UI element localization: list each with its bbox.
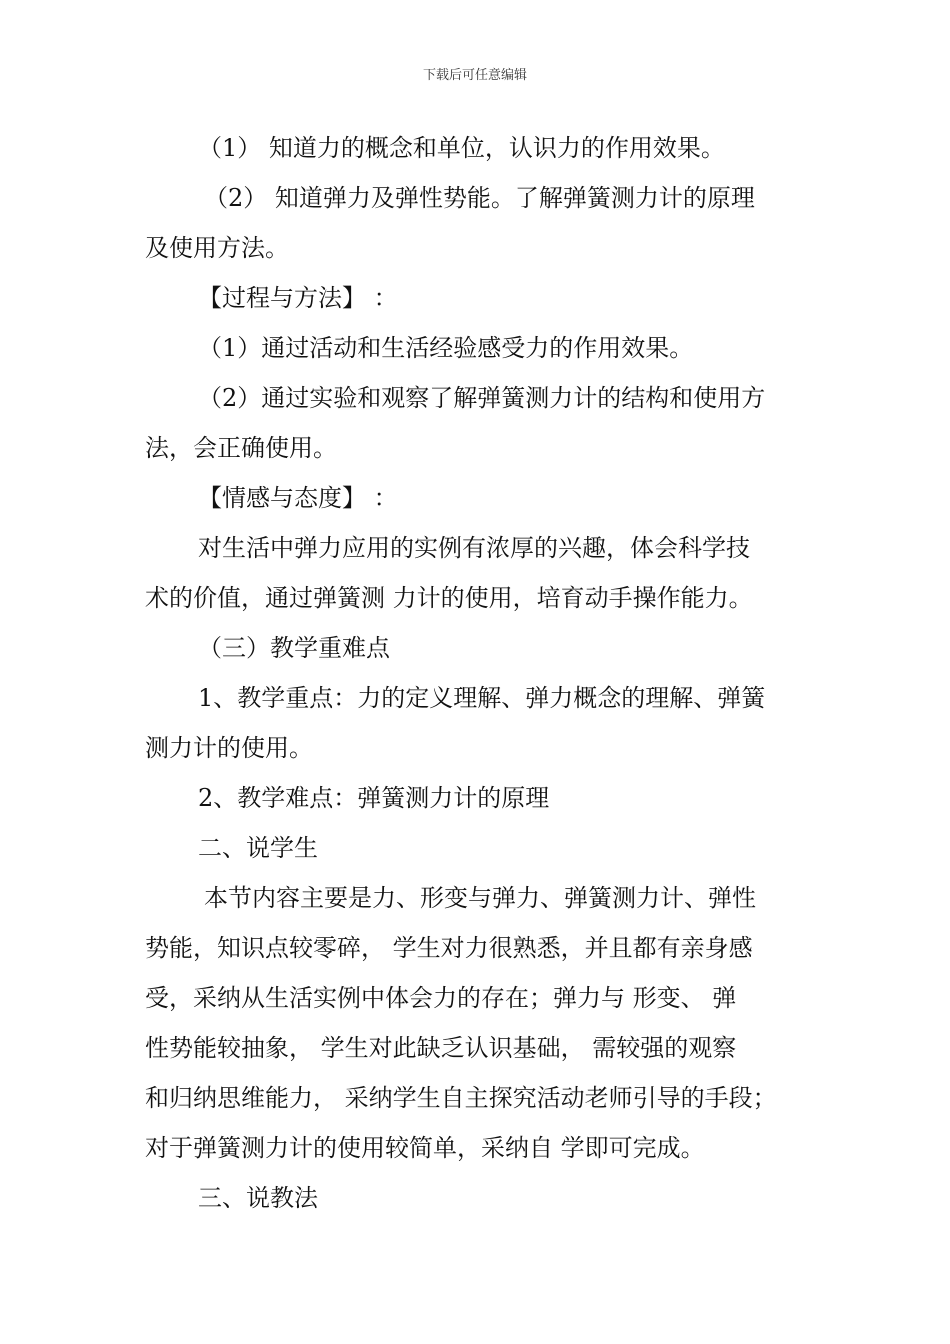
- paragraph-line: 势能，知识点较零碎， 学生对力很熟悉，并且都有亲身感: [145, 934, 753, 962]
- section-heading: 三、说教法: [198, 1184, 318, 1212]
- paragraph-line: 测力计的使用。: [145, 734, 313, 762]
- section-heading: 二、说学生: [198, 834, 318, 862]
- paragraph-line: 对生活中弹力应用的实例有浓厚的兴趣，体会科学技: [198, 534, 750, 562]
- paragraph-line: （2） 知道弹力及弹性势能。了解弹簧测力计的原理: [204, 184, 755, 212]
- paragraph-line: 受，采纳从生活实例中体会力的存在；弹力与 形变、 弹: [145, 984, 737, 1012]
- section-heading: 【情感与态度】 ：: [198, 484, 398, 512]
- paragraph-line: （1）通过活动和生活经验感受力的作用效果。: [198, 334, 694, 362]
- section-heading: （三）教学重难点: [198, 634, 390, 662]
- paragraph-line: 对于弹簧测力计的使用较简单，采纳自 学即可完成。: [145, 1134, 705, 1162]
- paragraph-line: 性势能较抽象， 学生对此缺乏认识基础， 需较强的观察: [145, 1034, 737, 1062]
- section-heading: 【过程与方法】 ：: [198, 284, 398, 312]
- paragraph-line: （2）通过实验和观察了解弹簧测力计的结构和使用方: [198, 384, 766, 412]
- paragraph-line: 及使用方法。: [145, 234, 289, 262]
- paragraph-line: 和归纳思维能力， 采纳学生自主探究活动老师引导的手段；: [145, 1084, 777, 1112]
- paragraph-line: 法，会正确使用。: [145, 434, 337, 462]
- page-header: 下载后可任意编辑: [422, 68, 527, 83]
- paragraph-line: 2、教学难点：弹簧测力计的原理: [198, 784, 550, 812]
- paragraph-line: （1） 知道力的概念和单位，认识力的作用效果。: [198, 134, 725, 162]
- paragraph-line: 术的价值，通过弹簧测 力计的使用，培育动手操作能力。: [145, 584, 753, 612]
- paragraph-line: 本节内容主要是力、形变与弹力、弹簧测力计、弹性: [204, 884, 756, 912]
- paragraph-line: 1、教学重点：力的定义理解、弹力概念的理解、弹簧: [198, 684, 766, 712]
